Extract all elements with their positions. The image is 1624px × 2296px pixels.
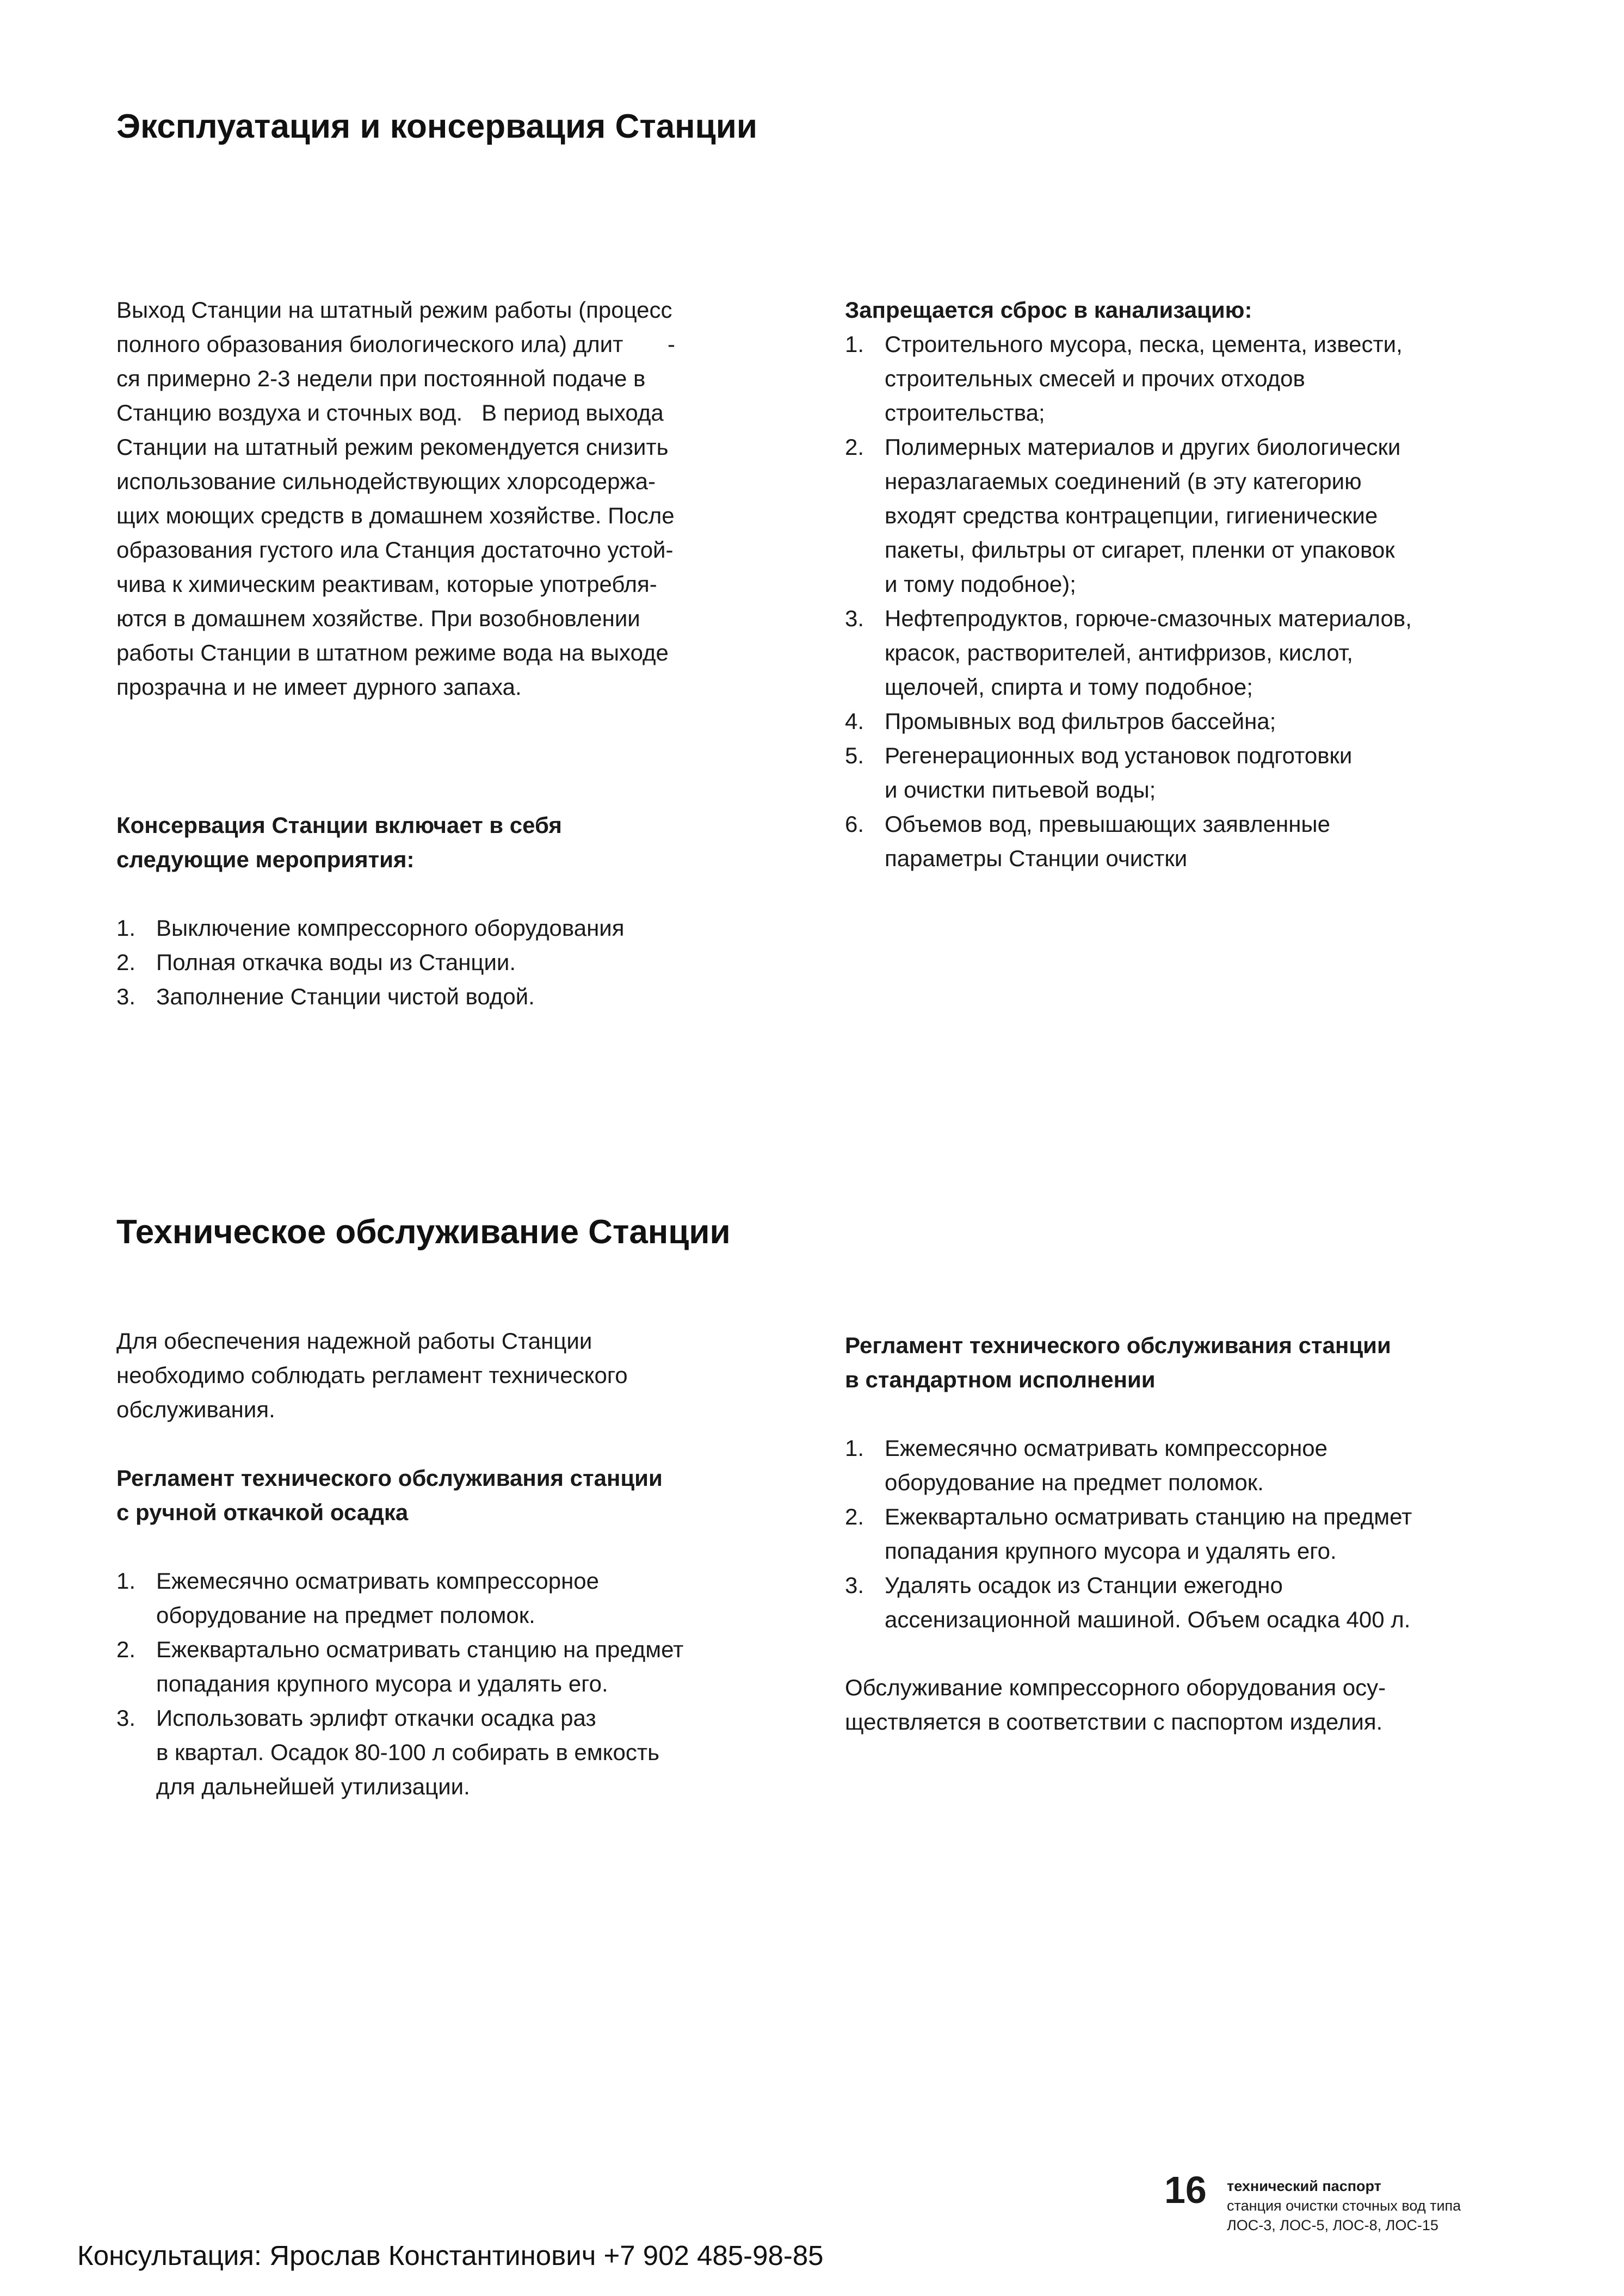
list-number: 1. [116,1568,136,1594]
heading-line: следующие мероприятия: [116,847,415,872]
list-item [845,327,1525,430]
text-line: Полимерных материалов и других биологически [885,434,1401,460]
footer-doc-subtitle-line: станция очистки сточных вод типа [1227,2198,1461,2214]
text-line: оборудование на предмет поломок. [885,1470,1264,1495]
text-line: Объемов вод, превышающих заявленные [885,811,1330,837]
prohibited-heading: Запрещается сброс в канализацию: [845,297,1252,323]
text-line: Выход Станции на штатный режим работы (процесс [116,297,672,323]
text-line: обслуживания. [116,1397,275,1422]
list-number: 2. [116,949,136,975]
text-line: пакеты, фильтры от сигарет, пленки от упаковок [885,537,1395,563]
text-line: ются в домашнем хозяйстве. При возобновлении [116,606,640,631]
text-line: Станцию воздуха и сточных вод. В период выхода [116,400,664,425]
heading-line: с ручной откачкой осадка [116,1499,409,1525]
list-item [116,1564,796,1632]
list-item [845,704,1525,738]
text-line: попадания крупного мусора и удалять его. [156,1671,608,1696]
text-line: ассенизационной машиной. Объем осадка 400 л. [885,1607,1411,1632]
list-item [845,430,1525,601]
list-number: 3. [845,1572,865,1598]
text-line: Обслуживание компрессорного оборудования осу- [845,1675,1386,1700]
text-line: Ежеквартально осматривать станцию на предмет [885,1504,1412,1529]
list-item [845,807,1525,875]
text-line: Выключение компрессорного оборудования [156,915,625,941]
section-title-maintenance: Техническое обслуживание Станции [116,1213,731,1251]
list-number: 4. [845,708,865,734]
list-number: 2. [845,434,865,460]
text-line: и очистки питьевой воды; [885,777,1156,803]
page-number: 16 [1164,2169,1207,2211]
maintenance-intro-paragraph [116,1324,769,1427]
text-line: работы Станции в штатном режиме вода на выходе [116,640,669,665]
text-line: Станции на штатный режим рекомендуется снизить [116,434,669,460]
heading-line: Консервация Станции включает в себя [116,812,562,838]
text-line: красок, растворителей, антифризов, кислот, [885,640,1353,665]
text-line: прозрачна и не имеет дурного запаха. [116,674,522,700]
text-line: щих моющих средств в домашнем хозяйстве. После [116,503,675,528]
text-line: параметры Станции очистки [885,845,1188,871]
text-line: Промывных вод фильтров бассейна; [885,708,1276,734]
text-line: попадания крупного мусора и удалять его. [885,1538,1337,1564]
text-line: образования густого ила Станция достаточно устой- [116,537,674,563]
list-number: 3. [845,606,865,631]
text-line: и тому подобное); [885,571,1076,597]
manual-maintenance-list [116,1564,796,1804]
list-number: 2. [845,1504,865,1529]
text-line: использование сильнодействующих хлорсодержа- [116,468,656,494]
text-line: необходимо соблюдать регламент технического [116,1362,628,1388]
text-line: в квартал. Осадок 80-100 л собирать в емкость [156,1739,659,1765]
list-item [845,1568,1525,1637]
list-number: 1. [845,331,865,357]
text-line: Ежеквартально осматривать станцию на предмет [156,1637,684,1662]
text-line: Ежемесячно осматривать компрессорное [156,1568,599,1594]
list-item [116,1701,796,1804]
text-line: неразлагаемых соединений (в эту категорию [885,468,1362,494]
text-line: Нефтепродуктов, горюче-смазочных материалов, [885,606,1412,631]
list-item [116,911,769,945]
list-item [116,1632,796,1701]
text-line: строительных смесей и прочих отходов [885,366,1305,391]
footer-doc-subtitle-line: ЛОС-3, ЛОС-5, ЛОС-8, ЛОС-15 [1227,2217,1438,2233]
list-number: 6. [845,811,865,837]
text-line: Использовать эрлифт откачки осадка раз [156,1705,596,1731]
text-line: щелочей, спирта и тому подобное; [885,674,1253,700]
manual-maintenance-heading [116,1461,796,1529]
conservation-heading [116,808,769,877]
standard-maintenance-heading [845,1328,1525,1397]
list-number: 3. [116,1705,136,1731]
text-line: ществляется в соответствии с паспортом изделия. [845,1709,1383,1735]
list-item [845,601,1525,704]
list-item [116,979,769,1014]
consultation-contact: Консультация: Ярослав Константинович +7 902 485-98-85 [77,2240,824,2271]
heading-line: Регламент технического обслуживания станции [845,1332,1391,1358]
conservation-list [116,911,769,1014]
compressor-note [845,1670,1525,1739]
prohibited-discharge-block [845,293,1525,875]
document-footer-caption [1227,2176,1575,2235]
list-number: 1. [845,1435,865,1461]
text-line: полного образования биологического ила) длит - [116,331,676,357]
text-line: входят средства контрацепции, гигиенические [885,503,1378,528]
text-line: чива к химическим реактивам, которые употребля- [116,571,657,597]
text-line: Для обеспечения надежной работы Станции [116,1328,592,1354]
section-title-operation: Эксплуатация и консервация Станции [116,108,757,145]
list-number: 2. [116,1637,136,1662]
list-number: 5. [845,743,865,768]
list-item [845,738,1525,807]
footer-doc-title: технический паспорт [1227,2178,1381,2194]
list-number: 1. [116,915,136,941]
heading-line: в стандартном исполнении [845,1367,1156,1392]
text-line: Заполнение Станции чистой водой. [156,984,535,1009]
text-line: строительства; [885,400,1045,425]
list-item [116,945,769,979]
list-item [845,1499,1525,1568]
operation-intro-paragraph [116,293,769,704]
text-line: Полная откачка воды из Станции. [156,949,516,975]
standard-maintenance-list [845,1431,1525,1637]
heading-line: Регламент технического обслуживания станции [116,1465,663,1491]
text-line: ся примерно 2-3 недели при постоянной подаче в [116,366,646,391]
text-line: Строительного мусора, песка, цемента, извести, [885,331,1403,357]
text-line: для дальнейшей утилизации. [156,1774,470,1799]
text-line: Ежемесячно осматривать компрессорное [885,1435,1327,1461]
text-line: Удалять осадок из Станции ежегодно [885,1572,1283,1598]
text-line: оборудование на предмет поломок. [156,1602,535,1628]
text-line: Регенерационных вод установок подготовки [885,743,1353,768]
list-item [845,1431,1525,1499]
list-number: 3. [116,984,136,1009]
